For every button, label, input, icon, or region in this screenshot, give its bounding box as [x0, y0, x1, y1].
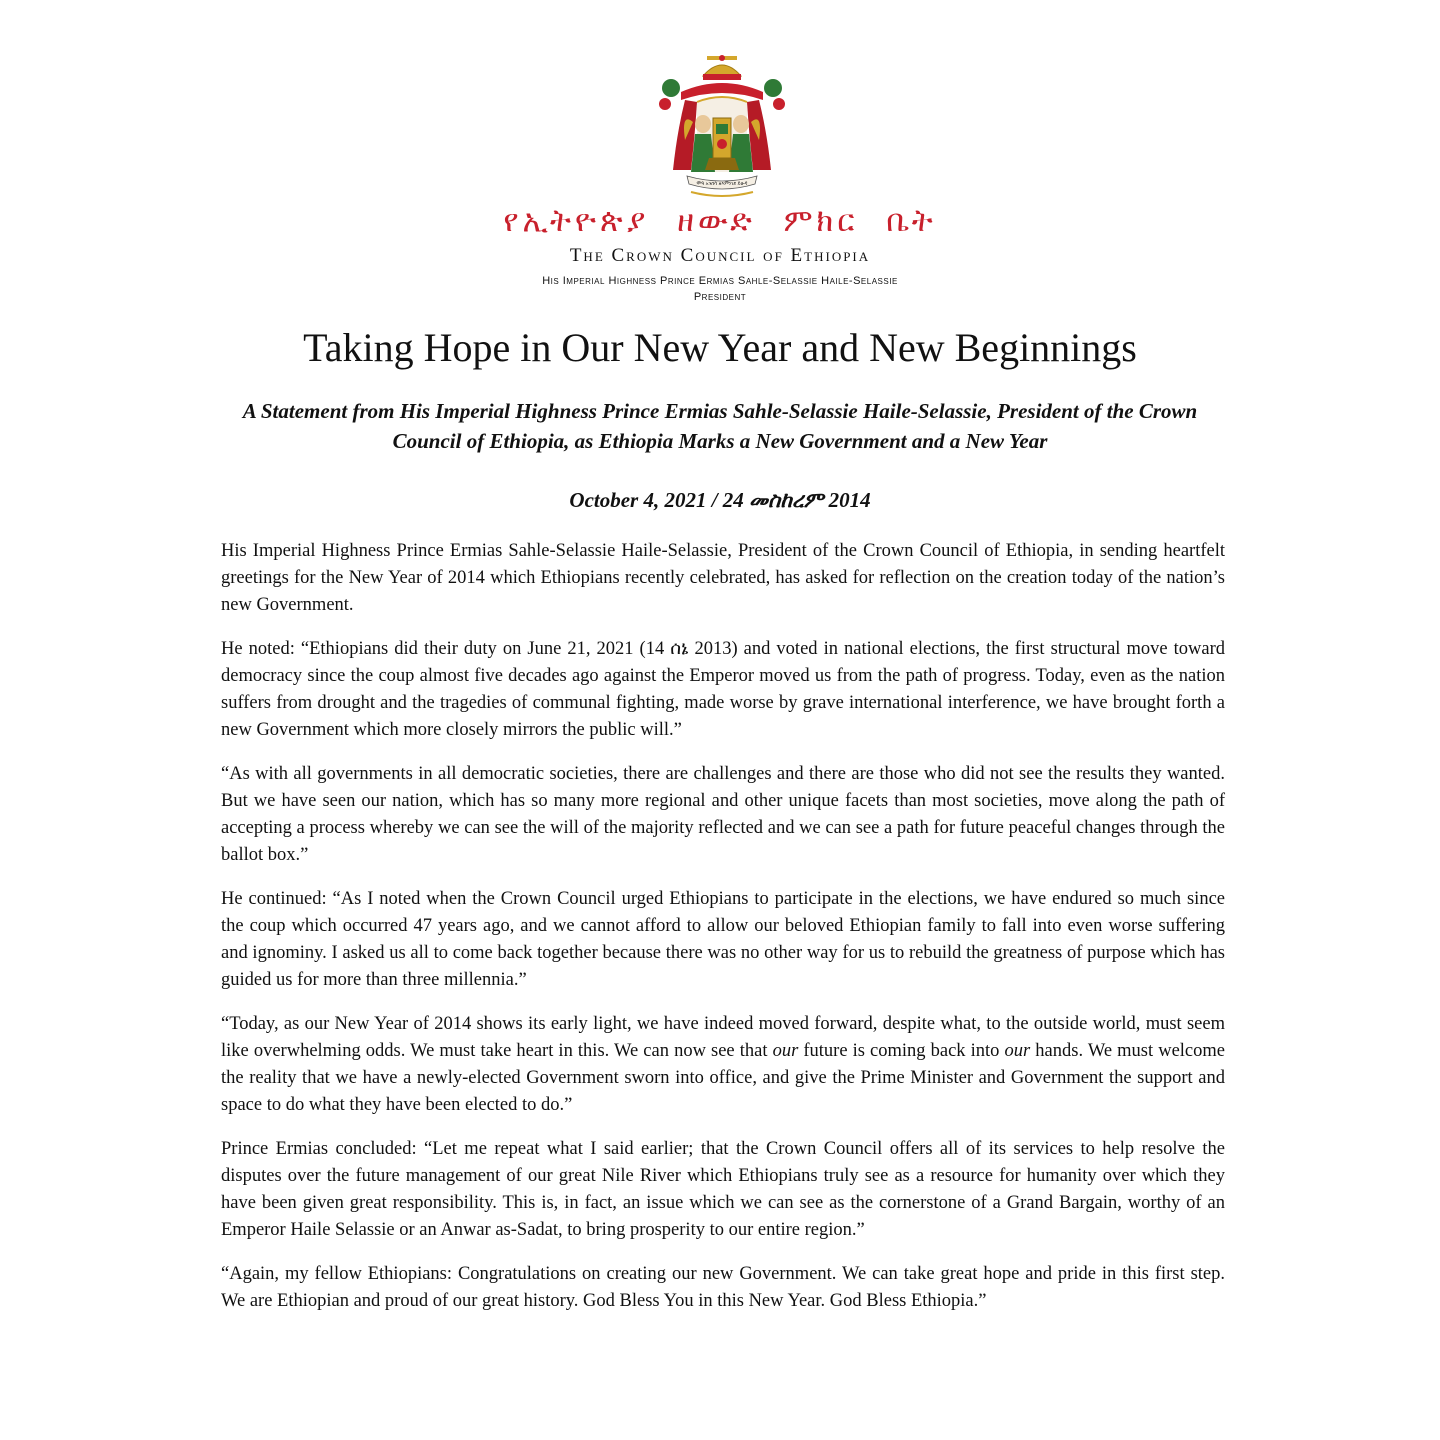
paragraph-democracy: “As with all governments in all democratic societies, there are challenges and there are those who did not see the results they wanted. But we have seen our nation, which has so many more regional and other unique facets than most societies, move along the path of accepting a process whereby we can see the will of the majority reflected and we can see a path for future peaceful changes through the ballot box.”: [221, 764, 1225, 865]
statement-body: [221, 538, 1225, 1332]
page-title: Taking Hope in Our New Year and New Beginnings: [303, 325, 1137, 370]
paragraph-new-year-part3: hands. We must welcome the reality that we have a newly-elected Government sworn into office, and give the Prime Minister and Government the support and space to do what they have been elected to do.”: [221, 1041, 1225, 1115]
paragraph-continued: He continued: “As I noted when the Crown Council urged Ethiopians to participate in the elections, we have endured so much since the coup which occurred 47 years ago, and we cannot afford to allow our beloved Ethiopian family to fall into even worse suffering and ignominy. I asked us all to come back together because there was no other way for us to rebuild the greatness of purpose which has guided us for more than three millennia.”: [221, 889, 1225, 990]
paragraph-intro: His Imperial Highness Prince Ermias Sahle-Selassie Haile-Selassie, President of the Crown Council of Ethiopia, in sending heartfelt greetings for the New Year of 2014 which Ethiopians recently celebrated, has asked for reflection on the creation today of the nation’s new Government.: [221, 541, 1225, 615]
paragraph-new-year: [221, 1011, 1225, 1119]
paragraph-concluded: Prince Ermias concluded: “Let me repeat what I said earlier; that the Crown Council offers all of its services to help resolve the disputes over the future management of our great Nile River which Ethiopians truly see as a resource for humanity over which they have been given great responsibility. This is, in fact, an issue which we can see as the cornerstone of a Grand Bargain, worthy of an Emperor Haile Selassie or an Anwar as-Sadat, to bring prosperity to our entire region.”: [221, 1139, 1225, 1240]
paragraph-closing: “Again, my fellow Ethiopians: Congratulations on creating our new Government. We can take great hope and pride in this first step. We are Ethiopian and proud of our great history. God Bless You in this New Year. God Bless Ethiopia.”: [221, 1264, 1225, 1311]
paragraph-new-year-part1: “Today, as our New Year of 2014 shows its early light, we have indeed moved forward, despite what, to the outside world, must seem like overwhelming odds. We must take heart in this. We can now see that: [221, 1014, 1225, 1061]
president-name-line: His Imperial Highness Prince Ermias Sahle-Selassie Haile-Selassie: [542, 275, 898, 287]
emblem-motto-text: ሞዓ አንበሳ ዘእምነገደ ይሁዳ: [696, 181, 748, 187]
imperial-coat-of-arms-emblem: [651, 52, 793, 202]
statement-subtitle: A Statement from His Imperial Highness Prince Ermias Sahle-Selassie Haile-Selassie, President of the Crown Council of Ethiopia, as Ethiopia Marks a New Government and a New Year: [242, 399, 1198, 453]
president-role-line: President: [693, 291, 747, 303]
council-amharic-name: የኢትዮጵያ ዘውድ ምክር ቤት: [503, 203, 937, 239]
motto-ribbon: [687, 176, 757, 189]
emphasis-our-2: our: [1004, 1041, 1031, 1061]
statement-date: October 4, 2021 / 24 መስከረም 2014: [569, 488, 871, 512]
paragraph-elections: He noted: “Ethiopians did their duty on June 21, 2021 (14 ሰኔ 2013) and voted in national elections, the first structural move toward democracy since the coup almost five decades ago against the Emperor moved us from the path of progress. Today, even as the nation suffers from drought and the tragedies of communal fighting, made worse by grave international interference, we have brought forth a new Government which more closely mirrors the public will.”: [221, 639, 1225, 740]
council-english-name: The Crown Council of Ethiopia: [569, 245, 871, 266]
crown-icon: [703, 55, 741, 80]
paragraph-new-year-part2: future is coming back into: [798, 1041, 1005, 1061]
emphasis-our-1: our: [772, 1041, 799, 1061]
